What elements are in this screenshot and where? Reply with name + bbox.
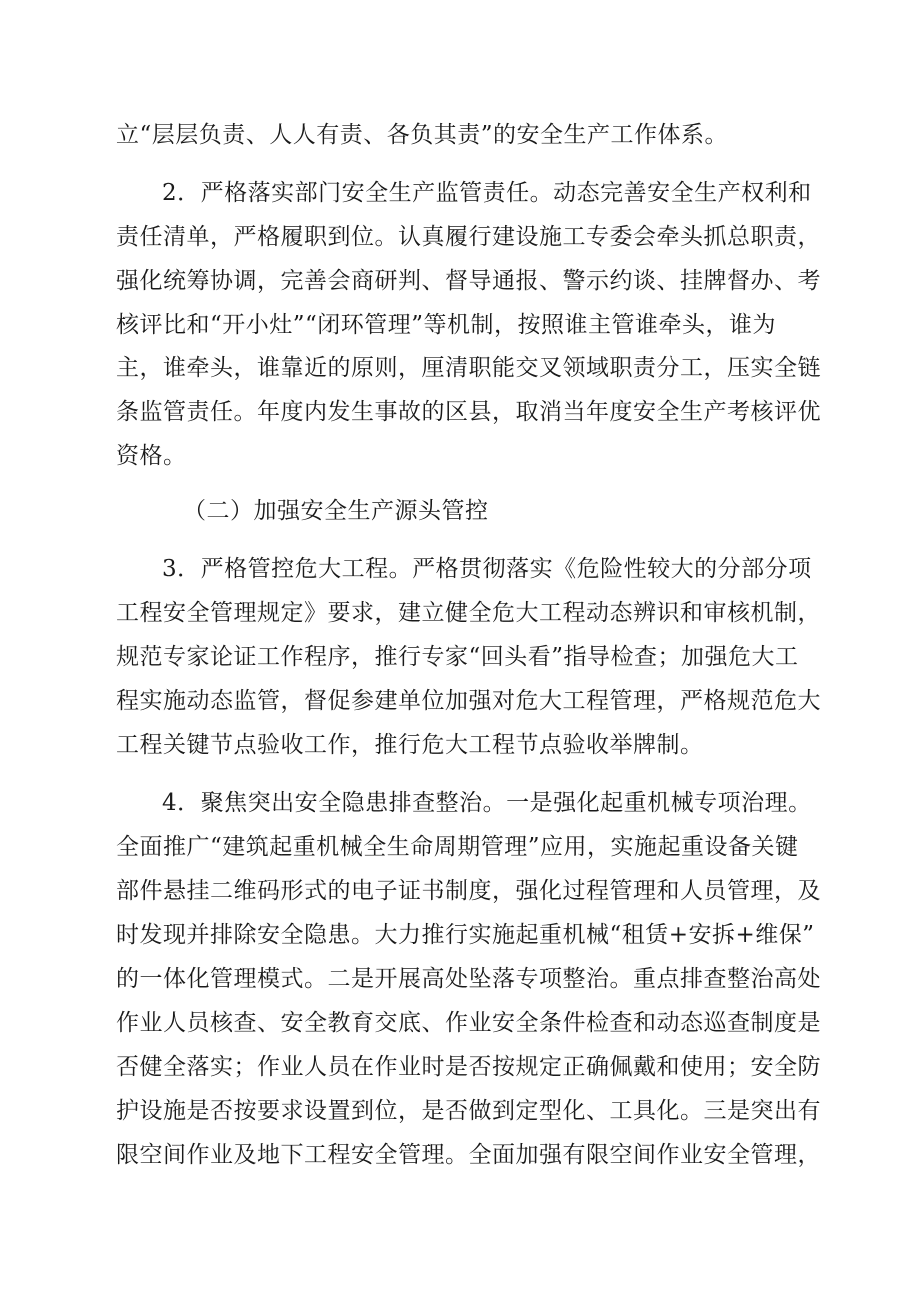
text-line: 核评比和“开小灶”“闭环管理”等机制，按照谁主管谁牵头，谁为 xyxy=(116,312,777,338)
text-line: 工程关键节点验收工作，推行危大工程节点验收举牌制。 xyxy=(116,732,704,758)
section-heading: （二）加强安全生产源头管控 xyxy=(183,498,489,524)
text-line: 全面推广“建筑起重机械全生命周期管理”应用，实施起重设备关键 xyxy=(116,834,799,860)
text-line: 工程安全管理规定》要求，建立健全危大工程动态辨识和审核机制， xyxy=(116,600,821,626)
text-line: 责任清单，严格履职到位。认真履行建设施工专委会牵头抓总职责， xyxy=(116,224,821,250)
text-line: 部件悬挂二维码形式的电子证书制度，强化过程管理和人员管理，及 xyxy=(116,878,821,904)
paragraph-4-first-line: 4．聚焦突出安全隐患排查整治。一是强化起重机械专项治理。 xyxy=(162,790,812,816)
paragraph-2-first-line: 2．严格落实部门安全生产监管责任。动态完善安全生产权利和 xyxy=(162,180,812,206)
text-line: 的一体化管理模式。二是开展高处坠落专项整治。重点排查整治高处 xyxy=(116,966,821,992)
text-line: 资格。 xyxy=(116,443,187,469)
text-line: 立“层层负责、人人有责、各负其责”的安全生产工作体系。 xyxy=(116,122,729,148)
text-line: 强化统筹协调，完善会商研判、督导通报、警示约谈、挂牌督办、考 xyxy=(116,268,821,294)
text-line: 护设施是否按要求设置到位，是否做到定型化、工具化。三是突出有 xyxy=(116,1098,821,1124)
paragraph-3-first-line: 3．严格管控危大工程。严格贯彻落实《危险性较大的分部分项 xyxy=(162,556,812,582)
text-line: 限空间作业及地下工程安全管理。全面加强有限空间作业安全管理， xyxy=(116,1142,821,1168)
text-line: 作业人员核查、安全教育交底、作业安全条件检查和动态巡查制度是 xyxy=(116,1010,821,1036)
text-line: 主，谁牵头，谁靠近的原则，厘清职能交叉领域职责分工，压实全链 xyxy=(116,355,821,381)
text-line: 条监管责任。年度内发生事故的区县，取消当年度安全生产考核评优 xyxy=(116,399,821,425)
text-line: 否健全落实；作业人员在作业时是否按规定正确佩戴和使用；安全防 xyxy=(116,1054,821,1080)
text-line: 规范专家论证工作程序，推行专家“回头看”指导检查；加强危大工 xyxy=(116,644,799,670)
text-line: 程实施动态监管，督促参建单位加强对危大工程管理，严格规范危大 xyxy=(116,688,821,714)
text-line: 时发现并排除安全隐患。大力推行实施起重机械“租赁+安拆+维保” xyxy=(116,922,815,948)
